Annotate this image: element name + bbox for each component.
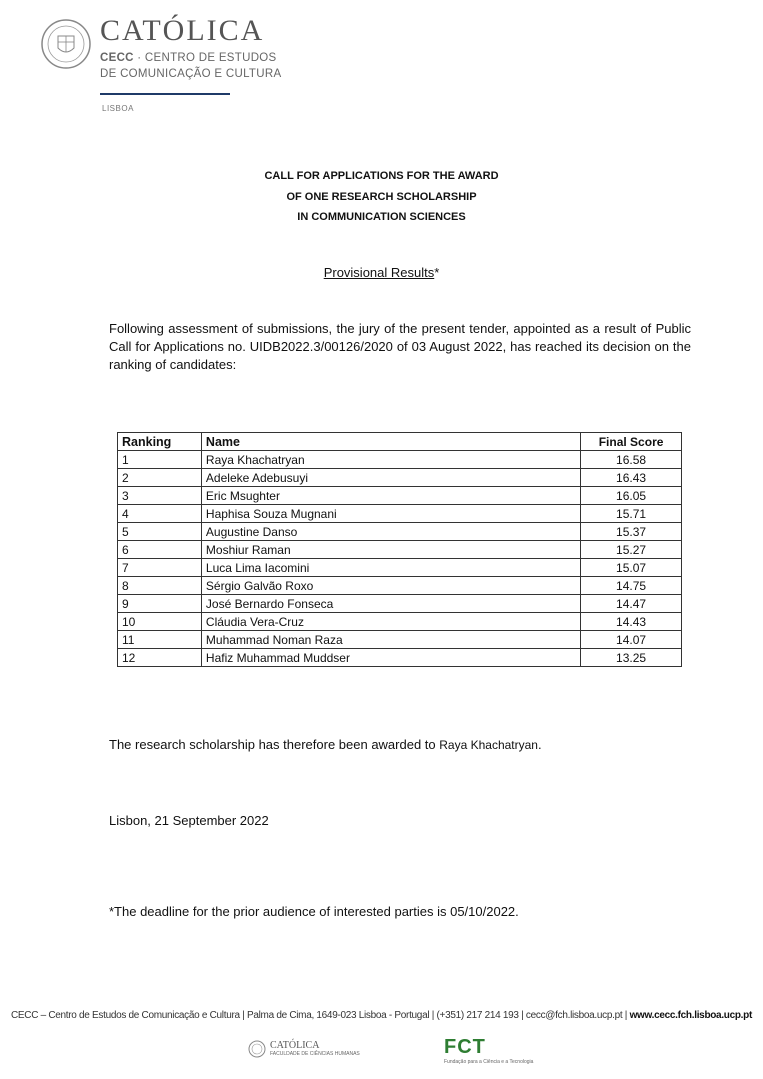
unit-name-line1 bbox=[100, 52, 277, 64]
ranking-table bbox=[117, 432, 682, 667]
score-cell: 16.58 bbox=[581, 451, 682, 469]
rank-cell: 3 bbox=[118, 487, 202, 505]
rank-cell: 8 bbox=[118, 577, 202, 595]
fct-logo: FCT bbox=[444, 1036, 486, 1058]
brand-name: CATÓLICA bbox=[100, 14, 265, 47]
table-row bbox=[118, 469, 682, 487]
rank-cell: 11 bbox=[118, 631, 202, 649]
score-cell: 15.71 bbox=[581, 505, 682, 523]
name-cell: Luca Lima Iacomini bbox=[201, 559, 580, 577]
rank-cell: 4 bbox=[118, 505, 202, 523]
rank-cell: 9 bbox=[118, 595, 202, 613]
title-line-2: OF ONE RESEARCH SCHOLARSHIP bbox=[286, 191, 477, 203]
name-cell: Sérgio Galvão Roxo bbox=[201, 577, 580, 595]
score-cell: 14.07 bbox=[581, 631, 682, 649]
name-cell: José Bernardo Fonseca bbox=[201, 595, 580, 613]
header-ranking: Ranking bbox=[118, 433, 202, 451]
rank-cell: 10 bbox=[118, 613, 202, 631]
header-name: Name bbox=[201, 433, 580, 451]
score-cell: 14.43 bbox=[581, 613, 682, 631]
subtitle-text: Provisional Results bbox=[323, 265, 435, 280]
score-cell: 16.05 bbox=[581, 487, 682, 505]
table-row bbox=[118, 577, 682, 595]
rank-cell: 1 bbox=[118, 451, 202, 469]
rank-cell: 5 bbox=[118, 523, 202, 541]
name-cell: Cláudia Vera-Cruz bbox=[201, 613, 580, 631]
table-header-row bbox=[118, 433, 682, 451]
city-label: LISBOA bbox=[102, 104, 134, 113]
result-end: . bbox=[537, 737, 542, 752]
rank-cell: 6 bbox=[118, 541, 202, 559]
university-seal-icon bbox=[40, 18, 92, 70]
deadline-note: *The deadline for the prior audience of interested parties is 05/10/2022. bbox=[109, 904, 519, 919]
name-cell: Eric Msughter bbox=[201, 487, 580, 505]
name-cell: Raya Khachatryan bbox=[201, 451, 580, 469]
unit-abbreviation: CECC bbox=[100, 52, 134, 64]
table-row bbox=[118, 649, 682, 667]
table-row bbox=[118, 451, 682, 469]
catolica-logo-subtitle: FACULDADE DE CIÊNCIAS HUMANAS bbox=[270, 1051, 360, 1057]
unit-name-rest: · CENTRO DE ESTUDOS bbox=[133, 52, 277, 64]
fct-logo-subtitle: Fundação para a Ciência e a Tecnologia bbox=[444, 1059, 534, 1065]
rank-cell: 12 bbox=[118, 649, 202, 667]
unit-name-line2: DE COMUNICAÇÃO E CULTURA bbox=[100, 68, 282, 80]
name-cell: Haphisa Souza Mugnani bbox=[201, 505, 580, 523]
name-cell: Adeleke Adebusuyi bbox=[201, 469, 580, 487]
table-row bbox=[118, 523, 682, 541]
name-cell: Moshiur Raman bbox=[201, 541, 580, 559]
result-sentence bbox=[109, 737, 542, 752]
rank-cell: 7 bbox=[118, 559, 202, 577]
header-rule bbox=[100, 93, 230, 95]
intro-paragraph: Following assessment of submissions, the jury of the present tender, appointed as a result of Public Call for Applications no. UIDB2022.3/00126/2020 of 03 August 2022, has reached its decision on the ranking of candidates: bbox=[109, 321, 691, 372]
rank-cell: 2 bbox=[118, 469, 202, 487]
result-text: The research scholarship has therefore been awarded to bbox=[109, 737, 440, 752]
catolica-seal-icon bbox=[248, 1040, 266, 1058]
score-cell: 14.75 bbox=[581, 577, 682, 595]
footer-website-link[interactable]: www.cecc.fch.lisboa.ucp.pt bbox=[629, 1010, 752, 1021]
name-cell: Muhammad Noman Raza bbox=[201, 631, 580, 649]
footer-contact bbox=[0, 1010, 763, 1021]
table-row bbox=[118, 595, 682, 613]
title-line-1: CALL FOR APPLICATIONS FOR THE AWARD bbox=[264, 170, 499, 182]
table-row bbox=[118, 631, 682, 649]
score-cell: 15.27 bbox=[581, 541, 682, 559]
table-row bbox=[118, 505, 682, 523]
name-cell: Augustine Danso bbox=[201, 523, 580, 541]
score-cell: 15.07 bbox=[581, 559, 682, 577]
score-cell: 14.47 bbox=[581, 595, 682, 613]
subtitle bbox=[0, 265, 763, 280]
header-final-score: Final Score bbox=[581, 433, 682, 451]
table-row bbox=[118, 559, 682, 577]
subtitle-asterisk: * bbox=[434, 265, 440, 280]
table-row bbox=[118, 487, 682, 505]
catolica-logo-name: CATÓLICA bbox=[270, 1040, 320, 1051]
place-and-date: Lisbon, 21 September 2022 bbox=[109, 813, 269, 828]
name-cell: Hafiz Muhammad Muddser bbox=[201, 649, 580, 667]
table-row bbox=[118, 613, 682, 631]
winner-name: Raya Khachatryan bbox=[439, 738, 538, 752]
score-cell: 15.37 bbox=[581, 523, 682, 541]
title-line-3: IN COMMUNICATION SCIENCES bbox=[297, 211, 466, 223]
score-cell: 16.43 bbox=[581, 469, 682, 487]
footer-text: CECC – Centro de Estudos de Comunicação e Cultura | Palma de Cima, 1649-023 Lisboa - Portugal | (+351) 217 214 193 | cecc@fch.lisboa.ucp.pt | bbox=[10, 1010, 630, 1021]
table-row bbox=[118, 541, 682, 559]
score-cell: 13.25 bbox=[581, 649, 682, 667]
